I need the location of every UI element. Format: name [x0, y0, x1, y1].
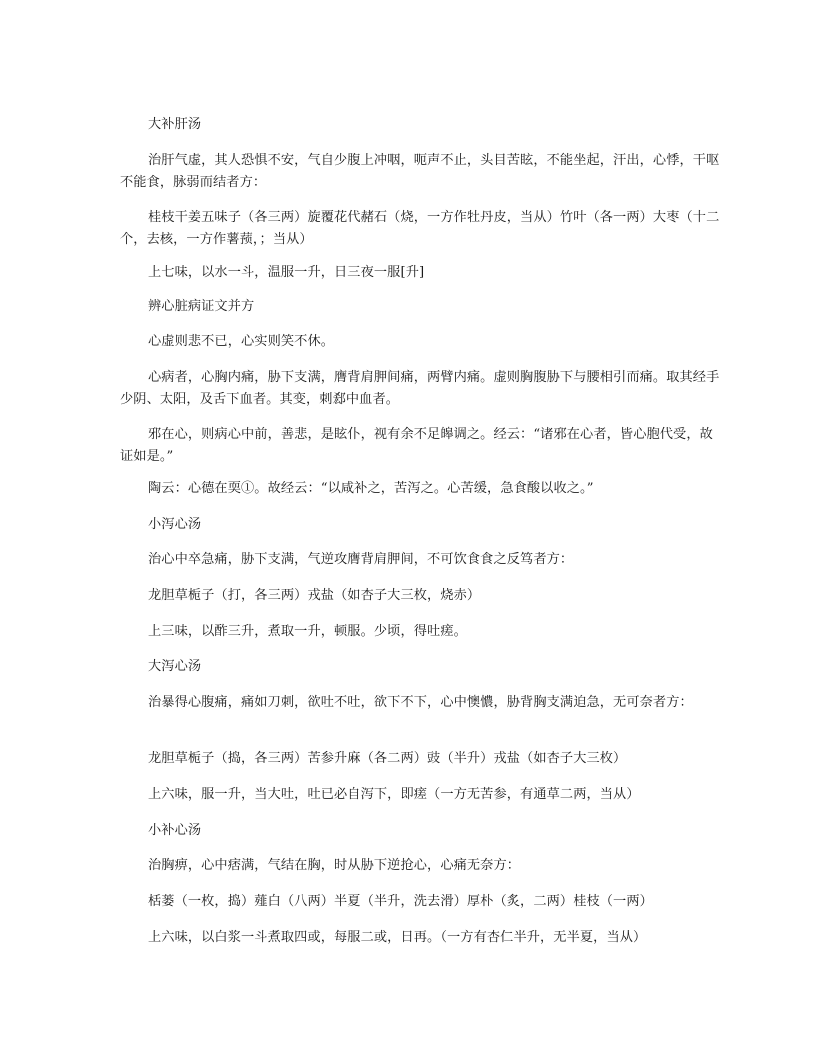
paragraph-preparation: 上七味，以水一斗，温服一升，日三夜一服[升]: [148, 265, 425, 280]
paragraph-text: 陶云：心德在耎①。故经云：“以咸补之，苦泻之。心苦缓，急食酸以收之。”: [148, 481, 594, 496]
paragraph-text: 邪在心，则病心中前，善悲，是眩仆，视有余不足皞调之。经云：“诸邪在心者，皆心胞代受，故证如是。”: [120, 427, 713, 464]
heading-heart-organ: 辨心脏病证文并方: [148, 299, 255, 314]
paragraph-text: 心病者，心胸内痛，胁下支满，膺背肩胛间痛，两臂内痛。虚则胸腹胁下与腰相引而痛。取其经手少阴、太阳，及舌下血者。其变，刺郄中血者。: [120, 370, 720, 407]
paragraph-indication: 治暴得心腹痛，痛如刀刺，欲吐不吐，欲下不下，心中懊憹，胁背胸支满迫急，无可奈者方：: [148, 695, 693, 710]
paragraph-preparation: 上六味，服一升，当大吐，吐已必自泻下，即瘥（一方无苦参，有通草二两，当从）: [148, 787, 640, 802]
paragraph-indication: 治肝气虚，其人恐惧不安，气自少腹上冲咽，呃声不止，头目苦眩，不能坐起，汗出，心悸，干呕不能食，脉弱而结者方：: [120, 153, 720, 190]
heading-da-bu-gan-tang: 大补肝汤: [148, 117, 202, 132]
heading-da-xie-xin-tang: 大泻心汤: [148, 659, 202, 674]
paragraph-ingredients: 龙胆草栀子（打，各三两）戎盐（如杏子大三枚，烧赤）: [148, 588, 481, 603]
paragraph-ingredients: 龙胆草栀子（捣，各三两）苦参升麻（各二两）豉（半升）戎盐（如杏子大三枚）: [148, 751, 627, 766]
heading-xiao-bu-xin-tang: 小补心汤: [148, 823, 202, 838]
paragraph-preparation: 上六味，以白浆一斗煮取四或，每服二或，日再。（一方有杏仁半升，无半夏，当从）: [148, 930, 647, 945]
paragraph-indication: 治心中卒急痛，胁下支满，气逆攻膺背肩胛间，不可饮食食之反笃者方：: [148, 552, 574, 567]
paragraph-indication: 治胸痹，心中痞满，气结在胸，时从胁下逆抢心，心痛无奈方：: [148, 858, 521, 873]
paragraph-text: 心虚则悲不已，心实则笑不休。: [148, 334, 335, 349]
heading-xiao-xie-xin-tang: 小泻心汤: [148, 517, 202, 532]
paragraph-preparation: 上三味，以酢三升，煮取一升，顿服。少顷，得吐瘥。: [148, 624, 467, 639]
paragraph-ingredients: 栝蒌（一枚，捣）薤白（八两）半夏（半升，洗去滑）厚朴（炙，二两）桂枝（一两）: [148, 894, 653, 909]
paragraph-ingredients: 桂枝干姜五味子（各三两）旋覆花代赭石（烧，一方作牡丹皮，当从）竹叶（各一两）大枣（十二个，去核，一方作薯蓣，；当从）: [120, 210, 720, 247]
